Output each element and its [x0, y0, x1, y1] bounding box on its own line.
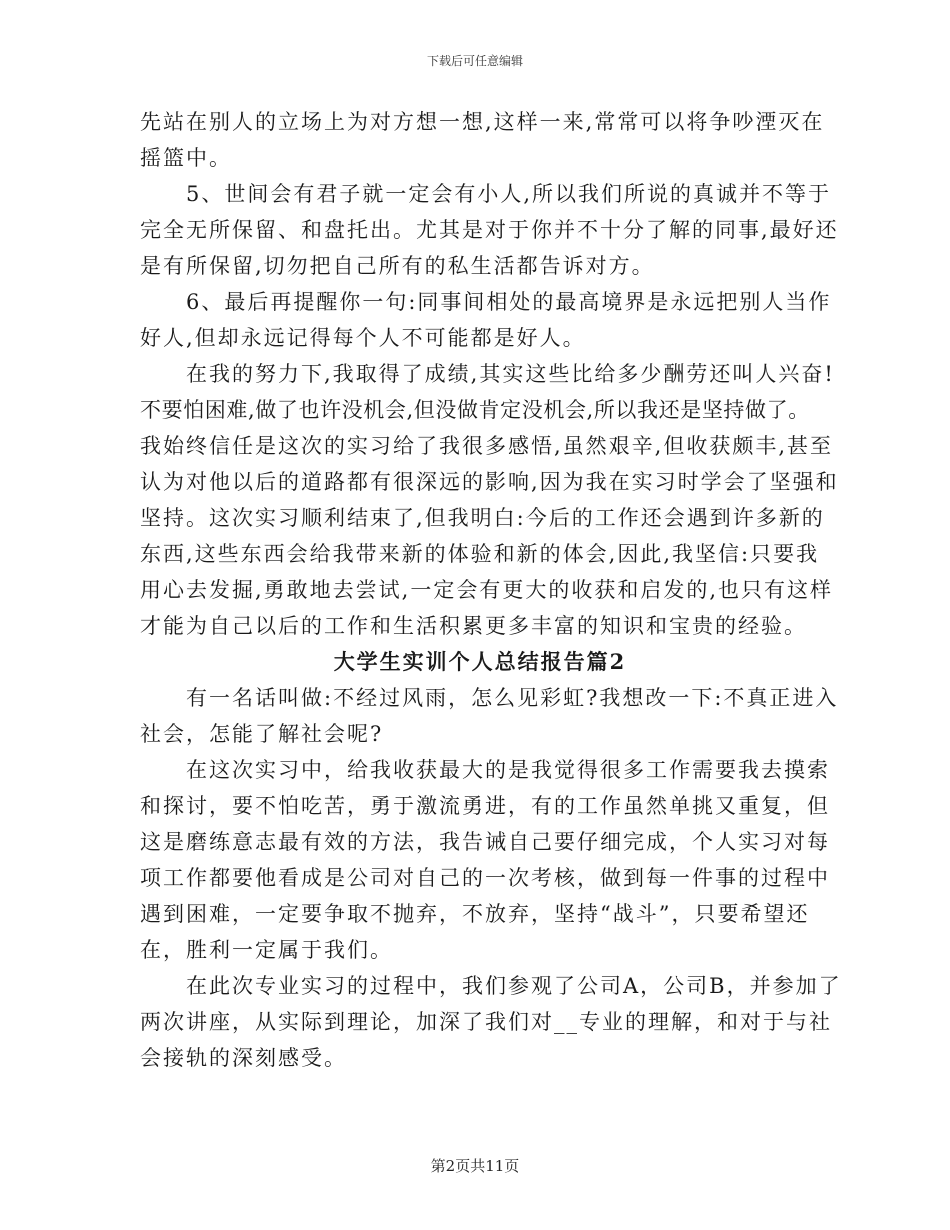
text-line: 遇到困难，一定要争取不抛弃，不放弃，坚持“战斗”，只要希望还: [140, 902, 810, 926]
text-line: 在此次专业实习的过程中，我们参观了公司A，公司B，并参加了: [186, 974, 842, 998]
text-line: 坚持。这次实习顺利结束了,但我明白:今后的工作还会遇到许多新的: [140, 506, 825, 530]
document-body: [140, 104, 842, 1076]
text-line: 不要怕困难,做了也许没机会,但没做肯定没机会,所以我还是坚持做了。: [140, 398, 810, 422]
text-line: 两次讲座，从实际到理论，加深了我们对__专业的理解，和对于与社: [140, 1010, 832, 1034]
text-line: 会接轨的深刻感受。: [140, 1046, 347, 1070]
text-line: 和探讨，要不怕吃苦，勇于激流勇进，有的工作虽然单挑又重复，但: [140, 794, 830, 818]
text-line: 先站在别人的立场上为对方想一想,这样一来,常常可以将争吵湮灭在: [140, 110, 825, 134]
section-heading: 大学生实训个人总结报告篇2: [333, 649, 627, 674]
text-line: 才能为自己以后的工作和生活积累更多丰富的知识和宝贵的经验。: [140, 614, 807, 638]
text-line: 用心去发掘,勇敢地去尝试,一定会有更大的收获和启发的,也只有这样: [140, 578, 834, 602]
text-line: 是有所保留,切勿把自己所有的私生活都告诉对方。: [140, 254, 655, 278]
text-line: 项工作都要他看成是公司对自己的一次考核，做到每一件事的过程中: [140, 866, 830, 890]
text-line: 认为对他以后的道路都有很深远的影响,因为我在实习时学会了坚强和: [140, 470, 839, 494]
text-line: 东西,这些东西会给我带来新的体验和新的体会,因此,我坚信:只要我: [140, 542, 820, 566]
text-line: 完全无所保留、和盘托出。尤其是对于你并不十分了解的同事,最好还: [140, 218, 839, 242]
text-line: 在我的努力下,我取得了成绩,其实这些比给多少酬劳还叫人兴奋!: [186, 362, 835, 386]
text-line: 好人,但却永远记得每个人不可能都是好人。: [140, 326, 586, 350]
text-line: 这是磨练意志最有效的方法，我告诫自己要仔细完成，个人实习对每: [140, 830, 830, 854]
text-line: 摇篮中。: [140, 146, 232, 170]
text-line: 在这次实习中，给我收获最大的是我觉得很多工作需要我去摸索: [186, 758, 830, 782]
text-line: 6、最后再提醒你一句:同事间相处的最高境界是永远把别人当作: [186, 290, 832, 314]
text-line: 在，胜利一定属于我们。: [140, 938, 393, 962]
text-line: 有一名话叫做:不经过风雨，怎么见彩虹?我想改一下:不真正进入: [186, 686, 839, 710]
page-header-note: 下载后可任意编辑: [426, 54, 523, 68]
text-line: 社会，怎能了解社会呢?: [140, 722, 384, 746]
text-line: 5、世间会有君子就一定会有小人,所以我们所说的真诚并不等于: [186, 182, 832, 206]
page-number-footer: 第2页共11页: [430, 1157, 520, 1175]
text-line: 我始终信任是这次的实习给了我很多感悟,虽然艰辛,但收获颇丰,甚至: [140, 434, 834, 458]
